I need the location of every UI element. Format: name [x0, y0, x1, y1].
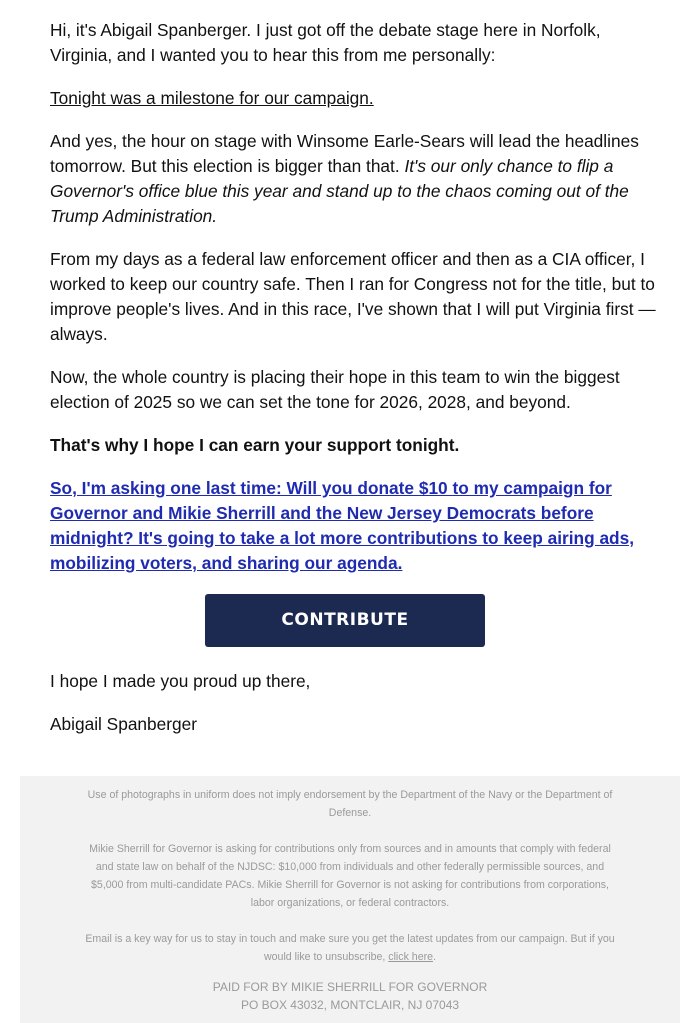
email-footer: [20, 776, 680, 1023]
unsubscribe-link[interactable]: click here: [388, 951, 434, 963]
unsubscribe-text: Email is a key way for us to stay in touch and make sure you get the latest updates from our campaign. But if you would like to unsubscribe,: [85, 933, 615, 963]
address-line: PO BOX 43032, MONTCLAIR, NJ 07043: [240, 998, 460, 1012]
milestone-text: Tonight was a milestone for our campaign.: [50, 88, 374, 108]
signature: Abigail Spanberger: [50, 714, 197, 734]
election-text: And yes, the hour on stage with Winsome Earle-Sears will lead the headlines tomorrow. But this election is bigger than that.: [50, 131, 639, 176]
paid-for-line: PAID FOR BY MIKIE SHERRILL FOR GOVERNOR: [212, 980, 488, 994]
milestone-paragraph: [50, 86, 660, 111]
background-paragraph: From my days as a federal law enforcement officer and then as a CIA officer, I worked to keep our country safe. Then I ran for Congress not for the title, but to improve people's lives. And in this race, I've shown that I will put Virginia first — always.: [50, 249, 656, 344]
hope-paragraph: Now, the whole country is placing their hope in this team to win the biggest election of 2025 so we can set the tone for 2026, 2028, and beyond.: [50, 367, 620, 412]
footer-paid-for: [20, 978, 680, 1014]
contribute-button[interactable]: CONTRIBUTE: [205, 594, 485, 647]
donate-link[interactable]: So, I'm asking one last time: Will you donate $10 to my campaign for Governor and Mikie Sherrill and the New Jersey Democrats before midnight? It's going to take a lot more contributions to keep airing ads, mobilizing voters, and sharing our agenda.: [50, 478, 635, 573]
election-paragraph: [50, 129, 660, 229]
footer-unsubscribe: [20, 930, 680, 966]
footer-contributions: Mikie Sherrill for Governor is asking for contributions only from sources and in amounts that comply with federal and state law on behalf of the NJDSC: $10,000 from individuals and other federally permissible sources, and $5,000 from multi-candidate PACs. Mikie Sherrill for Governor is not asking for contributions from corporations, labor organizations, or federal contractors.: [89, 843, 611, 909]
footer-disclaimer: Use of photographs in uniform does not imply endorsement by the Department of the Navy or the Department of Defense.: [87, 789, 613, 819]
greeting-paragraph: Hi, it's Abigail Spanberger. I just got off the debate stage here in Norfolk, Virginia, and I wanted you to hear this from me personally:: [50, 20, 601, 65]
election-italic-text: It's our only chance to flip a Governor's office blue this year and stand up to the chaos coming out of the Trump Administration.: [50, 156, 629, 226]
donate-paragraph: [50, 476, 660, 576]
closing-line: I hope I made you proud up there,: [50, 671, 311, 691]
unsubscribe-end: .: [433, 951, 436, 963]
email-body: [50, 18, 660, 755]
support-paragraph: That's why I hope I can earn your support tonight.: [50, 435, 460, 455]
contribute-button-wrap: [50, 594, 660, 647]
